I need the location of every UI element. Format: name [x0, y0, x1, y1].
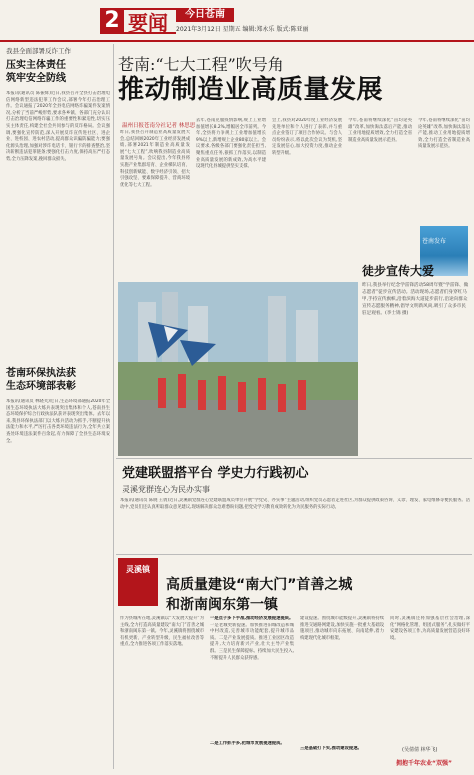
left-story-1-body: 本报讯(通讯员 陈振辉)近日,我县召开全县打击治理电信网络新型违法犯罪工作会议,部署今年打击治理工作。会议通报了2020年全县电信网络诈骗案件发案情况,分析了当前严峻形势,要求各乡镇、各部门充分认识打击治理电信网络诈骗工作的重要性和紧迫性,切实压实主体责任,构建全社会共同参与的反诈格局。会议强调,要强化宣传防范,深入开展反诈宣传进社区、进企业、进校园、进农村活动,提高群众识骗防骗能力;要强化源头治理,加强对涉诈电话卡、银行卡的排查整治,坚决斩断违法犯罪链条;要强化打击力度,保持高压严打态势,全力压降发案,挽回群众损失。 [6, 91, 110, 162]
left-story-1-headline-line1: 压实主体责任 [6, 60, 66, 71]
page-number: 2 [100, 8, 124, 34]
main-story-byline: 温州日报苍南分社记者 林思思 [122, 123, 196, 129]
story-3-col-1-text: 作为县城所在地,灵溪镇以“大发展大提升”为主线,全力打造高质量建设“南大门”首善之城和浙南闽东第一镇。今年,灵溪镇将围绕城市有机更新、产业转型升级、民生福祉改善等重点,全力推进各项工作落实落地。 [120, 616, 204, 648]
left-story-2-headline-line2: 生态环境部表彰 [6, 381, 76, 392]
main-story-col-5: 今年,苍南将继续深化“亩均论英雄”改革,加快淘汰落后产能,推动工业用地提质增效,全力打造全省制造业高质量发展示范县。 [418, 118, 470, 150]
story-3-headline-line1: 高质量建设“南大门”首善之城 [166, 577, 353, 593]
story-3-col-3 [300, 616, 384, 770]
story-divider [116, 554, 472, 555]
main-story-col-2: 去年,苍南克服疫情影响,规上工业增加值增长8.2%,增幅居全市前列。今年,全县将力争规上工业增加值增长9%以上,新增规上企业80家以上。会议要求,各级各部门要强化责任担当,聚焦重点任务,狠抓工作落实,以制造业高质量发展的新成效,为高水平建设现代化县城提供坚实支撑。 [196, 118, 266, 170]
photo-story-caption: 昨日,我县举行纪念学雷锋活动58周年暨“学雷锋、做志愿者”徒步宣传活动。活动现场,志愿者们身穿红马甲,手持宣传旗帜,沿着滨海大道徒步前行,沿途向群众宣传志愿服务精神,倡导文明新风尚,吸引了众多市民驻足观看。(李士锦 摄) [362, 283, 469, 316]
photo-divider [116, 458, 472, 459]
story-3-signature: (吴倩倩 林华飞) [402, 747, 438, 753]
parade-photo-illustration [118, 282, 358, 456]
left-story-2-headline-line1: 苍南环保执法获 [6, 368, 76, 379]
column-divider [113, 44, 114, 769]
story-3-col-1 [120, 616, 204, 770]
story-3-col-2-text: 一是老城更新提速。加快推进旧城改造和城中村改造,完善城市功能配套,提升城市品质。二是产业发展提质。推进工业园区改造提升,大力培育新兴产业,壮大主导产业集群。三是民生保障提标。持续加大民生投入,不断提升人民群众获得感。 [210, 622, 294, 661]
story-3-bold-3: 三是基础打下实,推动建设提速。 [300, 746, 362, 751]
story-3-col-4 [390, 616, 470, 744]
story-3-col-2 [210, 616, 294, 770]
main-story-headline: 推动制造业高质量发展 [118, 75, 384, 105]
parade-photo [118, 282, 358, 456]
main-story-kicker: 苍南:“七大工程”吹号角 [118, 55, 284, 74]
masthead-meta: 2021年3月12日 星期五 编辑:郑永乐 版式:陈亚丽 [176, 26, 309, 33]
story-2-body: 本报讯(通讯员 陈晓 王倩)近日,灵溪镇党群连心党建联盟成员单位开展“学党史、办实事”主题活动,组织党员志愿者走进社区,为群众提供政策咨询、义诊、理发、家电维修等便民服务。活动中,党员们还认真听取群众意见建议,现场解决群众急难愁盼问题,把党史学习教育成效转化为为民服务的实际行动。 [120, 498, 470, 510]
story-3-bold-1: 一是点子多下手准,推动经济发展提速提质。 [210, 616, 294, 621]
story-3-bold-2: 二是工作抓手多,把城市发展提速提质。 [210, 740, 285, 746]
section-badge: 今日苍南 [176, 8, 234, 22]
footer-tag: 拥抱千年农业“双强” [396, 760, 452, 767]
section-title: 要闻 [124, 8, 176, 34]
story-3-headline-line2: 和浙南闽东第一镇 [166, 597, 278, 613]
photo-story-headline: 徒步宣传大爱 [362, 264, 435, 278]
small-photo-label: 苍南发布 [422, 238, 447, 245]
story-2-subhead: 灵溪党群连心为民办实事 [122, 485, 210, 494]
masthead [0, 0, 474, 40]
story-3-col-4-text: 同时,灵溪镇还将加强基层社会治理,深化“网格化管理、组团式服务”,扎实做好平安建设各项工作,为高质量发展营造良好环境。 [390, 616, 470, 641]
masthead-rule [0, 40, 474, 42]
story-3-tag: 灵溪镇 [118, 558, 158, 606]
left-story-1-headline-line2: 筑牢安全防线 [6, 73, 66, 84]
story-3-col-3-text: 建设提速。围绕城市能级提升,灵溪镇将持续推进交通路网建设,加快实施一批重大基础设施项目,推动城市向东拓展、向南延伸,着力构建现代化城市框架。 [300, 616, 384, 641]
story-2-headline: 党建联盟搭平台 学史力行践初心 [122, 466, 309, 481]
left-story-2-body: 本报讯(通讯员 林晓芙)近日,生态环境部通报2020年全国生态环境执法大练兵表现突出集体和个人,苍南县生态环境保护综合行政执法队获评表现突出集体。去年以来,我县环保执法部门以大练兵活动为抓手,不断提升执法能力和水平,严厉打击各类环境违法行为,全年共立案查处环境违法案件百余起,有力保障了全县生态环境安全。 [6, 399, 110, 444]
main-story-col-1: 昨日,我县召开制造业高质量发展大会,总结回顾2020年工业经济发展成绩,部署2021年制造业高质量发展“七大工程”,吹响我县制造业高质量发展号角。会议提出,今年我县将实施产业集群培育、企业梯队培育、科技创新赋能、数字经济引领、招大引强攻坚、要素保障提升、营商环境优化等七大工程。 [120, 130, 190, 188]
left-story-1-kicker: 我县全面部署反诈工作 [6, 47, 71, 55]
main-story-col-3: 会上,我县对2020年度工业经济发展先进单位和个人进行了表彰,并与重点企业签订了项目合作协议。与会人员纷纷表示,将以此次会议为契机,坚定发展信心,加大投资力度,推动企业转型升级。 [272, 118, 342, 156]
main-story-col-4: 今年,苍南将继续深化“亩均论英雄”改革,加快淘汰落后产能,推动工业用地提质增效,全力打造全省制造业高质量发展示范县。 [348, 118, 412, 143]
left-column [6, 44, 110, 769]
